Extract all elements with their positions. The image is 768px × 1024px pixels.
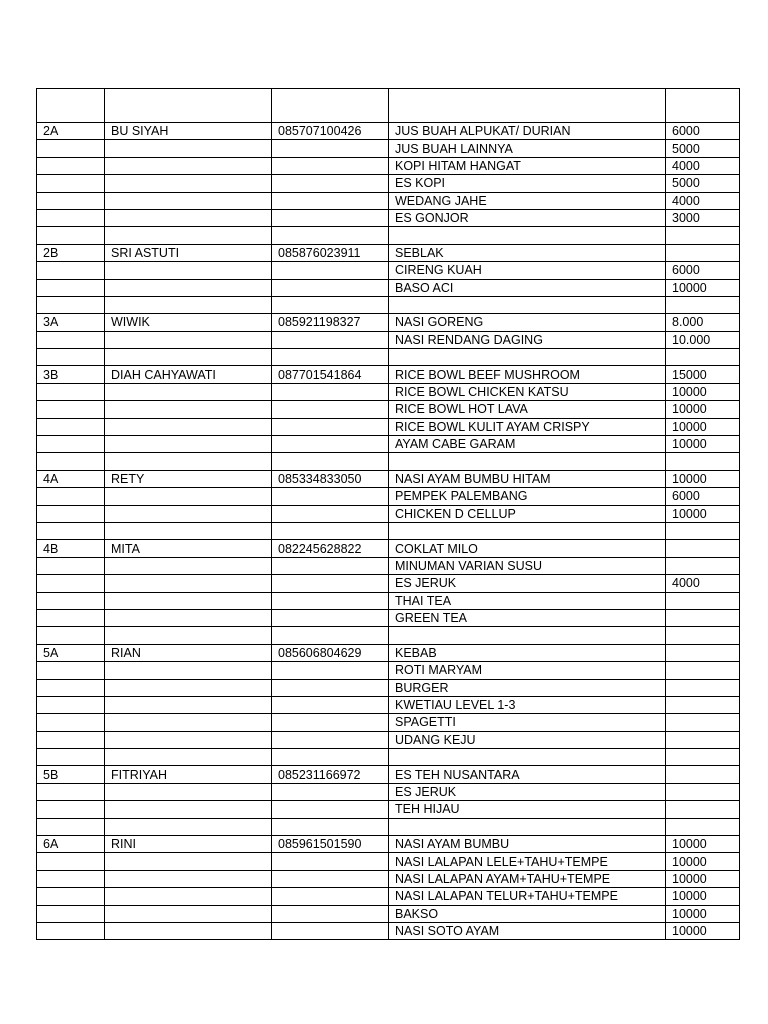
phone-number-cell <box>272 731 389 748</box>
owner-name-cell <box>105 609 272 626</box>
stall-code-cell <box>37 662 105 679</box>
table-row <box>37 888 740 905</box>
table-row <box>37 731 740 748</box>
empty-cell <box>389 296 666 313</box>
owner-name-cell: BU SIYAH <box>105 123 272 140</box>
empty-cell <box>105 296 272 313</box>
price-cell: 10000 <box>666 383 740 400</box>
header-cell-price <box>666 89 740 123</box>
stall-code-cell: 5B <box>37 766 105 783</box>
owner-name-cell <box>105 679 272 696</box>
menu-item-cell: ES KOPI <box>389 175 666 192</box>
owner-name-cell <box>105 505 272 522</box>
stall-code-cell: 5A <box>37 644 105 661</box>
menu-item-cell: CHICKEN D CELLUP <box>389 505 666 522</box>
price-cell: 5000 <box>666 175 740 192</box>
phone-number-cell <box>272 679 389 696</box>
phone-number-cell <box>272 870 389 887</box>
empty-cell <box>389 453 666 470</box>
table-row <box>37 540 740 557</box>
menu-item-cell: ES GONJOR <box>389 209 666 226</box>
owner-name-cell <box>105 140 272 157</box>
owner-name-cell <box>105 888 272 905</box>
empty-cell <box>272 296 389 313</box>
owner-name-cell <box>105 383 272 400</box>
owner-name-cell: FITRIYAH <box>105 766 272 783</box>
stall-code-cell <box>37 436 105 453</box>
price-cell: 3000 <box>666 209 740 226</box>
stall-code-cell: 3B <box>37 366 105 383</box>
empty-cell <box>37 227 105 244</box>
stall-code-cell: 2B <box>37 244 105 261</box>
table-row <box>37 696 740 713</box>
menu-item-cell: ROTI MARYAM <box>389 662 666 679</box>
empty-cell <box>389 349 666 366</box>
spacer-row <box>37 522 740 539</box>
empty-cell <box>37 818 105 835</box>
stall-code-cell <box>37 922 105 939</box>
price-cell <box>666 766 740 783</box>
menu-item-cell: ES TEH NUSANTARA <box>389 766 666 783</box>
stall-code-cell <box>37 383 105 400</box>
table-row <box>37 557 740 574</box>
table-row <box>37 123 740 140</box>
empty-cell <box>272 627 389 644</box>
owner-name-cell <box>105 209 272 226</box>
owner-name-cell <box>105 870 272 887</box>
owner-name-cell <box>105 714 272 731</box>
empty-cell <box>37 349 105 366</box>
table-row <box>37 157 740 174</box>
owner-name-cell <box>105 575 272 592</box>
phone-number-cell <box>272 801 389 818</box>
table-row <box>37 575 740 592</box>
menu-item-cell: ES JERUK <box>389 783 666 800</box>
table-row <box>37 192 740 209</box>
menu-item-cell: TEH HIJAU <box>389 801 666 818</box>
table-row <box>37 366 740 383</box>
table-row <box>37 783 740 800</box>
menu-item-cell: BURGER <box>389 679 666 696</box>
stall-code-cell <box>37 888 105 905</box>
phone-number-cell <box>272 262 389 279</box>
price-cell: 5000 <box>666 140 740 157</box>
menu-item-cell: WEDANG JAHE <box>389 192 666 209</box>
price-cell: 10000 <box>666 888 740 905</box>
owner-name-cell <box>105 853 272 870</box>
empty-cell <box>389 227 666 244</box>
price-cell <box>666 609 740 626</box>
price-cell: 4000 <box>666 157 740 174</box>
phone-number-cell <box>272 905 389 922</box>
menu-item-cell: RICE BOWL BEEF MUSHROOM <box>389 366 666 383</box>
table-row <box>37 331 740 348</box>
owner-name-cell <box>105 662 272 679</box>
spacer-row <box>37 749 740 766</box>
empty-cell <box>37 296 105 313</box>
price-cell: 10000 <box>666 436 740 453</box>
menu-item-cell: NASI RENDANG DAGING <box>389 331 666 348</box>
phone-number-cell <box>272 418 389 435</box>
phone-number-cell <box>272 922 389 939</box>
menu-item-cell: RICE BOWL CHICKEN KATSU <box>389 383 666 400</box>
menu-item-cell: JUS BUAH LAINNYA <box>389 140 666 157</box>
empty-cell <box>389 749 666 766</box>
table-row <box>37 383 740 400</box>
price-cell: 10000 <box>666 870 740 887</box>
phone-number-cell <box>272 888 389 905</box>
phone-number-cell: 085231166972 <box>272 766 389 783</box>
empty-cell <box>105 818 272 835</box>
table-row <box>37 470 740 487</box>
price-cell: 8.000 <box>666 314 740 331</box>
table-row <box>37 279 740 296</box>
menu-item-cell: RICE BOWL KULIT AYAM CRISPY <box>389 418 666 435</box>
price-cell: 10000 <box>666 922 740 939</box>
owner-name-cell <box>105 731 272 748</box>
stall-code-cell <box>37 609 105 626</box>
empty-cell <box>37 749 105 766</box>
stall-code-cell <box>37 175 105 192</box>
owner-name-cell <box>105 279 272 296</box>
empty-cell <box>389 627 666 644</box>
phone-number-cell <box>272 662 389 679</box>
table-row <box>37 679 740 696</box>
table-row <box>37 836 740 853</box>
table-row <box>37 175 740 192</box>
stall-code-cell: 4B <box>37 540 105 557</box>
owner-name-cell <box>105 905 272 922</box>
table-row <box>37 244 740 261</box>
price-cell: 10000 <box>666 505 740 522</box>
phone-number-cell <box>272 436 389 453</box>
empty-cell <box>666 296 740 313</box>
menu-item-cell: MINUMAN VARIAN SUSU <box>389 557 666 574</box>
phone-number-cell <box>272 488 389 505</box>
table-row <box>37 505 740 522</box>
owner-name-cell <box>105 262 272 279</box>
phone-number-cell: 085876023911 <box>272 244 389 261</box>
table-row <box>37 870 740 887</box>
menu-item-cell: NASI LALAPAN TELUR+TAHU+TEMPE <box>389 888 666 905</box>
price-cell: 10000 <box>666 853 740 870</box>
stall-code-cell <box>37 331 105 348</box>
table-row <box>37 262 740 279</box>
menu-item-cell: GREEN TEA <box>389 609 666 626</box>
owner-name-cell <box>105 557 272 574</box>
menu-item-cell: NASI AYAM BUMBU HITAM <box>389 470 666 487</box>
owner-name-cell <box>105 488 272 505</box>
price-cell: 10000 <box>666 836 740 853</box>
menu-item-cell: NASI LALAPAN AYAM+TAHU+TEMPE <box>389 870 666 887</box>
price-cell: 10000 <box>666 470 740 487</box>
table-row <box>37 922 740 939</box>
phone-number-cell <box>272 192 389 209</box>
menu-item-cell: NASI GORENG <box>389 314 666 331</box>
stall-code-cell <box>37 418 105 435</box>
price-cell <box>666 540 740 557</box>
menu-item-cell: PEMPEK PALEMBANG <box>389 488 666 505</box>
stall-code-cell <box>37 696 105 713</box>
stall-code-cell: 2A <box>37 123 105 140</box>
phone-number-cell <box>272 401 389 418</box>
price-cell: 10000 <box>666 418 740 435</box>
header-cell-owner <box>105 89 272 123</box>
table-row <box>37 853 740 870</box>
phone-number-cell <box>272 557 389 574</box>
phone-number-cell: 085707100426 <box>272 123 389 140</box>
menu-item-cell: KOPI HITAM HANGAT <box>389 157 666 174</box>
stall-code-cell <box>37 401 105 418</box>
spacer-row <box>37 453 740 470</box>
phone-number-cell <box>272 175 389 192</box>
empty-cell <box>666 627 740 644</box>
phone-number-cell <box>272 505 389 522</box>
owner-name-cell <box>105 592 272 609</box>
menu-item-cell: NASI LALAPAN LELE+TAHU+TEMPE <box>389 853 666 870</box>
table-row <box>37 609 740 626</box>
stall-code-cell <box>37 157 105 174</box>
owner-name-cell <box>105 192 272 209</box>
empty-cell <box>272 453 389 470</box>
table-row <box>37 418 740 435</box>
menu-item-cell: AYAM CABE GARAM <box>389 436 666 453</box>
empty-cell <box>105 227 272 244</box>
empty-cell <box>272 227 389 244</box>
menu-item-cell: BASO ACI <box>389 279 666 296</box>
spacer-row <box>37 227 740 244</box>
stall-code-cell <box>37 557 105 574</box>
price-cell: 15000 <box>666 366 740 383</box>
phone-number-cell <box>272 853 389 870</box>
table-row <box>37 209 740 226</box>
table-row <box>37 401 740 418</box>
table-row <box>37 801 740 818</box>
menu-item-cell: KWETIAU LEVEL 1-3 <box>389 696 666 713</box>
owner-name-cell: RETY <box>105 470 272 487</box>
stall-code-cell <box>37 801 105 818</box>
empty-cell <box>272 818 389 835</box>
empty-cell <box>105 749 272 766</box>
menu-item-cell: COKLAT MILO <box>389 540 666 557</box>
phone-number-cell <box>272 714 389 731</box>
price-cell <box>666 783 740 800</box>
menu-item-cell: JUS BUAH ALPUKAT/ DURIAN <box>389 123 666 140</box>
price-cell: 6000 <box>666 123 740 140</box>
empty-cell <box>666 349 740 366</box>
menu-item-cell: RICE BOWL HOT LAVA <box>389 401 666 418</box>
menu-item-cell: BAKSO <box>389 905 666 922</box>
table-row <box>37 766 740 783</box>
price-cell <box>666 592 740 609</box>
stall-code-cell <box>37 905 105 922</box>
stall-code-cell <box>37 592 105 609</box>
price-cell <box>666 714 740 731</box>
empty-cell <box>389 818 666 835</box>
table-row <box>37 140 740 157</box>
owner-name-cell <box>105 922 272 939</box>
menu-item-cell: SEBLAK <box>389 244 666 261</box>
stall-code-cell <box>37 783 105 800</box>
phone-number-cell <box>272 592 389 609</box>
stall-code-cell <box>37 679 105 696</box>
spacer-row <box>37 296 740 313</box>
stall-code-cell <box>37 870 105 887</box>
phone-number-cell <box>272 575 389 592</box>
stall-code-cell: 3A <box>37 314 105 331</box>
empty-cell <box>666 227 740 244</box>
phone-number-cell: 087701541864 <box>272 366 389 383</box>
empty-cell <box>272 349 389 366</box>
price-cell: 6000 <box>666 488 740 505</box>
stall-code-cell <box>37 731 105 748</box>
owner-name-cell <box>105 436 272 453</box>
price-cell: 4000 <box>666 575 740 592</box>
stall-code-cell <box>37 209 105 226</box>
phone-number-cell <box>272 383 389 400</box>
stall-code-cell <box>37 853 105 870</box>
phone-number-cell: 085961501590 <box>272 836 389 853</box>
empty-cell <box>37 627 105 644</box>
spacer-row <box>37 627 740 644</box>
empty-cell <box>105 627 272 644</box>
price-cell <box>666 801 740 818</box>
empty-cell <box>105 522 272 539</box>
owner-name-cell <box>105 175 272 192</box>
owner-name-cell: DIAH CAHYAWATI <box>105 366 272 383</box>
table-row <box>37 662 740 679</box>
phone-number-cell <box>272 783 389 800</box>
menu-item-cell: THAI TEA <box>389 592 666 609</box>
table-body <box>37 89 740 940</box>
phone-number-cell: 085921198327 <box>272 314 389 331</box>
empty-cell <box>666 453 740 470</box>
price-cell <box>666 731 740 748</box>
owner-name-cell: MITA <box>105 540 272 557</box>
stall-code-cell <box>37 488 105 505</box>
price-cell <box>666 244 740 261</box>
vendor-menu-table <box>36 88 740 940</box>
price-cell <box>666 696 740 713</box>
header-cell-phone <box>272 89 389 123</box>
price-cell: 10000 <box>666 905 740 922</box>
empty-cell <box>389 522 666 539</box>
price-cell <box>666 557 740 574</box>
stall-code-cell <box>37 505 105 522</box>
stall-code-cell: 4A <box>37 470 105 487</box>
stall-code-cell <box>37 140 105 157</box>
table-row <box>37 436 740 453</box>
owner-name-cell <box>105 401 272 418</box>
menu-item-cell: SPAGETTI <box>389 714 666 731</box>
price-cell: 10.000 <box>666 331 740 348</box>
phone-number-cell: 085334833050 <box>272 470 389 487</box>
header-cell-item <box>389 89 666 123</box>
table-row <box>37 714 740 731</box>
phone-number-cell <box>272 609 389 626</box>
spacer-row <box>37 818 740 835</box>
owner-name-cell <box>105 696 272 713</box>
spacer-row <box>37 349 740 366</box>
price-cell <box>666 644 740 661</box>
owner-name-cell: SRI ASTUTI <box>105 244 272 261</box>
empty-cell <box>666 522 740 539</box>
empty-cell <box>37 453 105 470</box>
empty-cell <box>272 749 389 766</box>
phone-number-cell <box>272 279 389 296</box>
phone-number-cell: 082245628822 <box>272 540 389 557</box>
menu-item-cell: ES JERUK <box>389 575 666 592</box>
price-cell <box>666 662 740 679</box>
owner-name-cell <box>105 331 272 348</box>
empty-cell <box>105 349 272 366</box>
owner-name-cell <box>105 157 272 174</box>
owner-name-cell <box>105 418 272 435</box>
empty-cell <box>37 522 105 539</box>
table-row <box>37 488 740 505</box>
phone-number-cell <box>272 331 389 348</box>
table-row <box>37 592 740 609</box>
table-row <box>37 905 740 922</box>
owner-name-cell: WIWIK <box>105 314 272 331</box>
phone-number-cell <box>272 157 389 174</box>
stall-code-cell <box>37 279 105 296</box>
phone-number-cell: 085606804629 <box>272 644 389 661</box>
price-cell <box>666 679 740 696</box>
header-cell-stall <box>37 89 105 123</box>
phone-number-cell <box>272 209 389 226</box>
table-row <box>37 644 740 661</box>
stall-code-cell: 6A <box>37 836 105 853</box>
phone-number-cell <box>272 140 389 157</box>
owner-name-cell <box>105 783 272 800</box>
owner-name-cell: RIAN <box>105 644 272 661</box>
empty-cell <box>666 818 740 835</box>
empty-cell <box>666 749 740 766</box>
menu-item-cell: KEBAB <box>389 644 666 661</box>
stall-code-cell <box>37 192 105 209</box>
price-cell: 10000 <box>666 279 740 296</box>
stall-code-cell <box>37 262 105 279</box>
menu-item-cell: NASI AYAM BUMBU <box>389 836 666 853</box>
menu-item-cell: CIRENG KUAH <box>389 262 666 279</box>
owner-name-cell: RINI <box>105 836 272 853</box>
price-cell: 10000 <box>666 401 740 418</box>
header-row <box>37 89 740 123</box>
stall-code-cell <box>37 714 105 731</box>
price-cell: 4000 <box>666 192 740 209</box>
price-cell: 6000 <box>666 262 740 279</box>
stall-code-cell <box>37 575 105 592</box>
menu-item-cell: UDANG KEJU <box>389 731 666 748</box>
owner-name-cell <box>105 801 272 818</box>
menu-item-cell: NASI SOTO AYAM <box>389 922 666 939</box>
table-row <box>37 314 740 331</box>
empty-cell <box>105 453 272 470</box>
empty-cell <box>272 522 389 539</box>
phone-number-cell <box>272 696 389 713</box>
